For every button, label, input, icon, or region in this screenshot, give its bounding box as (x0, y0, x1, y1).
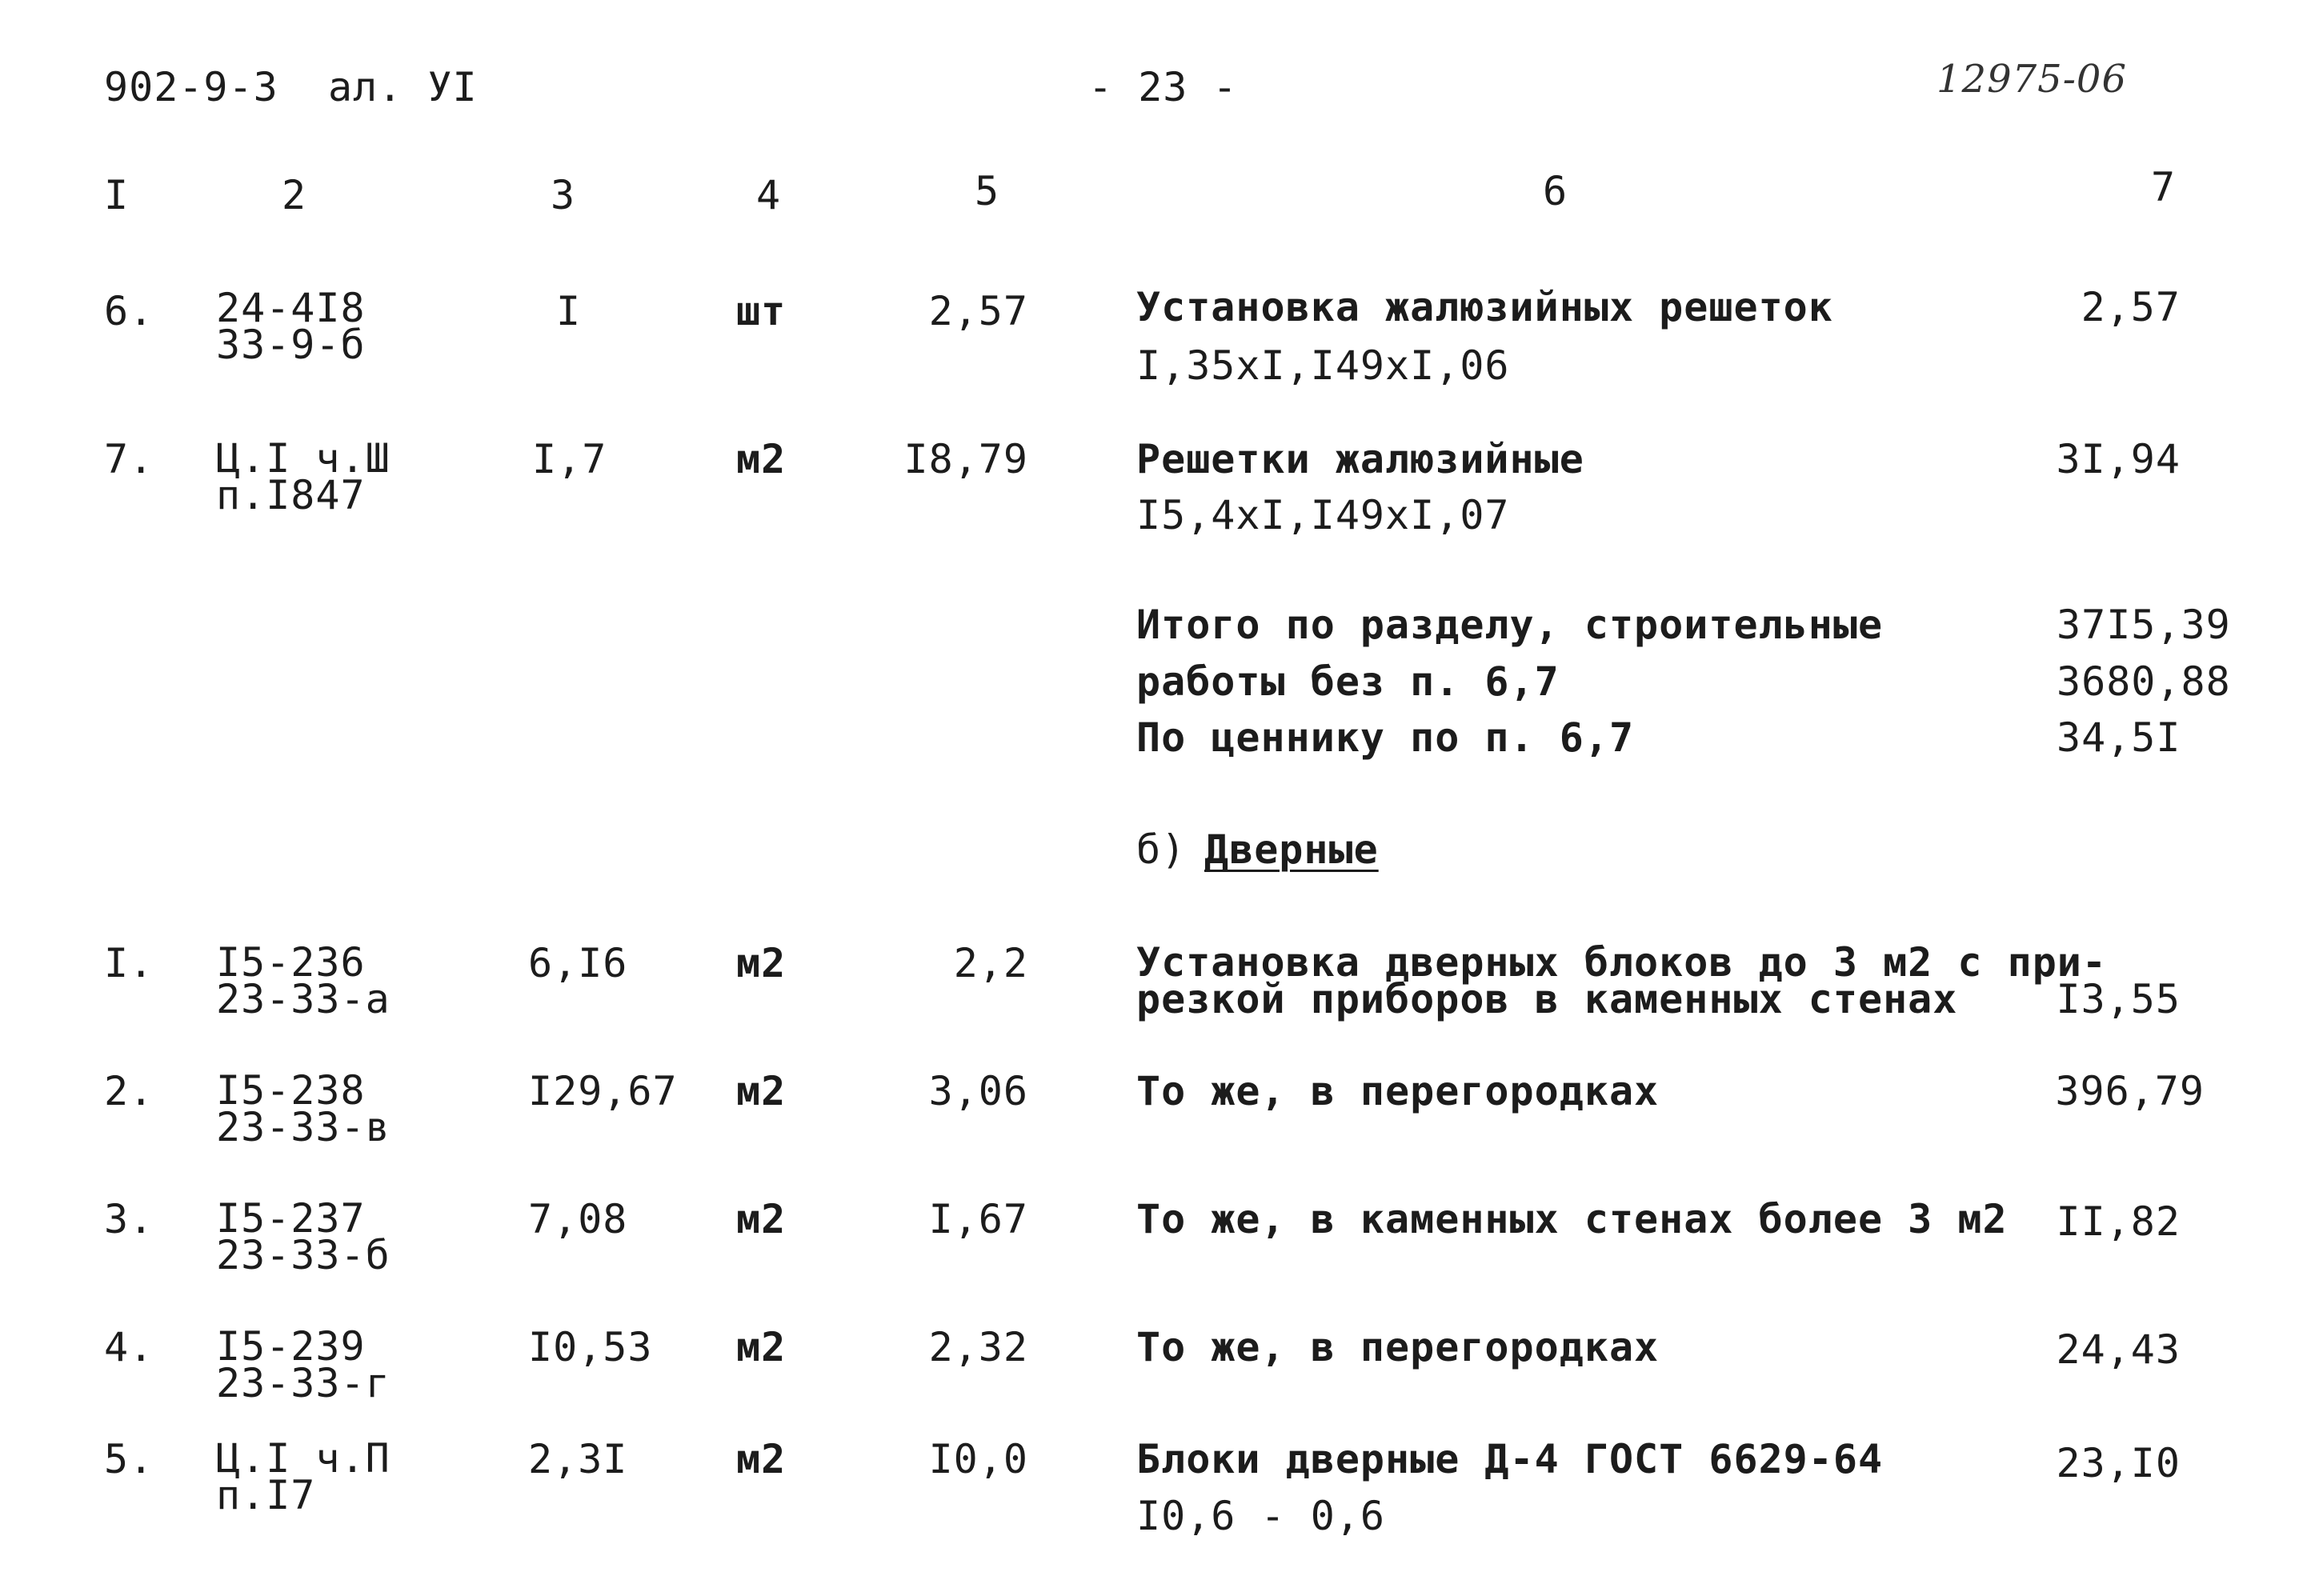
row-total: 396,79 (2055, 1068, 2205, 1114)
row-quantity: I,7 (532, 436, 607, 482)
row-total: 23,I0 (2056, 1440, 2181, 1486)
row-description: То же, в перегородках (1136, 1068, 1660, 1114)
row-price: I8,79 (903, 436, 1028, 482)
row-number: 2. (104, 1068, 154, 1114)
code-line: Ц.I ч.Ш (216, 435, 391, 482)
summary-value: 37I5,39 (2057, 602, 2231, 648)
row-number: 3. (104, 1196, 154, 1242)
code-line: 24-4I8 (216, 285, 366, 331)
row-number: I. (104, 940, 154, 986)
column-number-6: 6 (1543, 168, 1568, 214)
album-label: ал. УI (328, 64, 478, 110)
row-description-formula: I5,4xI,I49xI,07 (1136, 492, 1510, 538)
doc-code: 902-9-3 (104, 64, 278, 110)
row-unit: м2 (736, 1436, 787, 1482)
row-price: 2,2 (953, 940, 1028, 986)
row-quantity: I (556, 288, 582, 334)
summary-line: По ценнику по п. 6,7 (1136, 714, 1635, 761)
row-quantity: I29,67 (528, 1068, 678, 1114)
row-code (216, 1195, 391, 1278)
row-price: 2,57 (928, 288, 1028, 334)
row-total: 24,43 (2056, 1326, 2181, 1373)
row-unit: м2 (736, 1068, 787, 1114)
row-number: 5. (104, 1436, 154, 1482)
code-line: 23-33-в (216, 1104, 391, 1150)
handwritten-number: 12975-06 (1937, 57, 2127, 102)
code-line: 23-33-г (216, 1360, 391, 1406)
row-description-formula: I0,6 - 0,6 (1136, 1493, 1386, 1539)
row-quantity: 7,08 (528, 1196, 628, 1242)
row-description: То же, в каменных стенах более 3 м2 (1136, 1196, 2008, 1242)
row-total: 2,57 (2081, 284, 2181, 330)
code-line: I5-238 (216, 1067, 366, 1114)
column-number-4: 4 (756, 172, 782, 218)
row-number: 4. (104, 1324, 154, 1370)
section-prefix: б) (1136, 826, 1187, 873)
row-quantity: 6,I6 (528, 940, 628, 986)
column-number-2: 2 (282, 172, 307, 218)
row-code (216, 285, 366, 368)
summary-line: Итого по разделу, строительные (1136, 602, 1884, 648)
row-number: 7. (104, 436, 154, 482)
row-unit: м2 (736, 940, 787, 986)
row-description (1136, 939, 2107, 1022)
column-number-1: I (104, 172, 130, 218)
row-code (216, 939, 391, 1022)
column-number-7: 7 (2151, 164, 2177, 210)
column-number-3: 3 (551, 172, 576, 218)
row-number: 6. (104, 288, 154, 334)
row-price: I0,0 (928, 1436, 1028, 1482)
code-line: п.I7 (216, 1472, 316, 1518)
code-line: 33-9-б (216, 322, 366, 368)
row-unit: м2 (736, 436, 787, 482)
row-total: II,82 (2056, 1198, 2181, 1245)
row-price: 2,32 (928, 1324, 1028, 1370)
row-code (216, 435, 391, 518)
row-total: I3,55 (2056, 976, 2181, 1022)
row-description: Решетки жалюзийные (1136, 436, 1584, 482)
row-code (216, 1435, 391, 1518)
row-price: I,67 (928, 1196, 1028, 1242)
code-line: Ц.I ч.П (216, 1435, 391, 1482)
code-line: I5-236 (216, 939, 366, 986)
section-title: Дверные (1204, 826, 1379, 873)
code-line: I5-239 (216, 1323, 366, 1370)
summary-value: 34,5I (2057, 714, 2181, 761)
description-line: резкой приборов в каменных стенах (1136, 976, 1958, 1022)
row-quantity: 2,3I (528, 1436, 628, 1482)
row-description-formula: I,35xI,I49xI,06 (1136, 342, 1510, 389)
code-line: 23-33-а (216, 976, 391, 1022)
row-unit: м2 (736, 1324, 787, 1370)
row-code (216, 1323, 391, 1406)
page-number: - 23 - (1088, 64, 1238, 110)
row-unit: шт (736, 288, 787, 334)
row-quantity: I0,53 (528, 1324, 653, 1370)
code-line: 23-33-б (216, 1232, 391, 1278)
code-line: I5-237 (216, 1195, 366, 1242)
row-description: Блоки дверные Д-4 ГОСТ 6629-64 (1136, 1436, 1884, 1482)
code-line: п.I847 (216, 472, 366, 518)
row-description: То же, в перегородках (1136, 1324, 1660, 1370)
column-number-5: 5 (975, 168, 1000, 214)
row-unit: м2 (736, 1196, 787, 1242)
row-description: Установка жалюзийных решеток (1136, 284, 1833, 330)
row-price: 3,06 (928, 1068, 1028, 1114)
summary-line: работы без п. 6,7 (1136, 658, 1560, 705)
row-code (216, 1067, 391, 1150)
description-line: Установка дверных блоков до 3 м2 с при- (1136, 939, 2107, 986)
row-total: 3I,94 (2056, 436, 2181, 482)
summary-value: 3680,88 (2057, 658, 2231, 705)
